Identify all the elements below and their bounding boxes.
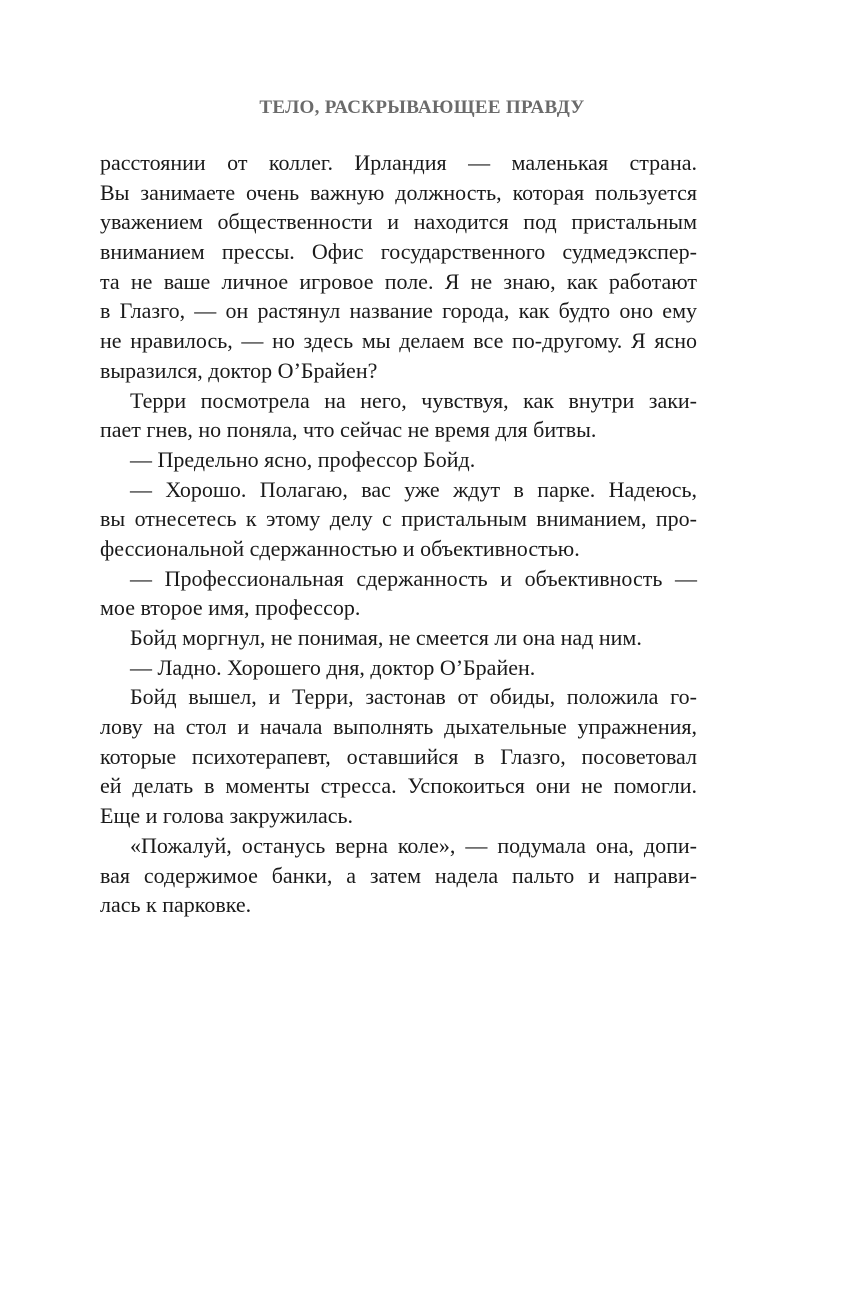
text-line: выразился, доктор О’Брайен?: [100, 357, 378, 383]
text-line: вы отнесетесь к этому делу с пристальным вниманием, про-: [100, 506, 697, 532]
page-body: [100, 148, 697, 920]
text-line: ей делать в моменты стресса. Успокоиться они не помогли.: [100, 773, 697, 799]
paragraph: [100, 386, 697, 445]
text-line: та не ваше личное игровое поле. Я не знаю, как работают: [100, 268, 697, 294]
text-line: Терри посмотрела на него, чувствуя, как внутри заки-: [130, 387, 697, 413]
text-line: «Пожалуй, останусь верна коле», — подумала она, допи-: [130, 832, 697, 858]
text-line: лову на стол и начала выполнять дыхательные упражнения,: [100, 714, 697, 740]
text-line: лась к парковке.: [100, 892, 252, 918]
text-line: фессиональной сдержанностью и объективностью.: [100, 535, 580, 561]
text-line: Бойд вышел, и Терри, застонав от обиды, положила го-: [130, 684, 697, 710]
text-line: Еще и голова закружилась.: [100, 803, 354, 829]
text-line: — Хорошо. Полагаю, вас уже ждут в парке. Надеюсь,: [130, 476, 697, 502]
text-line: пает гнев, но поняла, что сейчас не время для битвы.: [100, 417, 597, 443]
text-line: Вы занимаете очень важную должность, которая пользуется: [100, 179, 697, 205]
text-line: которые психотерапевт, оставшийся в Глазго, посоветовал: [100, 743, 697, 769]
paragraph: [100, 831, 697, 920]
paragraph: [100, 148, 697, 386]
text-line: Бойд моргнул, не понимая, не смеется ли она над ним.: [130, 625, 642, 650]
text-line: уважением общественности и находится под пристальным: [100, 209, 697, 235]
text-line: вниманием прессы. Офис государственного судмедэкспер-: [100, 239, 697, 265]
text-line: — Профессиональная сдержанность и объективность —: [130, 565, 697, 591]
text-line: вая содержимое банки, а затем надела пальто и направи-: [100, 862, 697, 888]
text-line: расстоянии от коллег. Ирландия — маленькая страна.: [100, 150, 697, 175]
paragraph: [100, 623, 697, 653]
running-header: ТЕЛО, РАСКРЫВАЮЩЕЕ ПРАВДУ: [259, 97, 585, 118]
paragraph: [100, 564, 697, 623]
paragraph: [100, 682, 697, 830]
text-line: в Глазго, — он растянул название города, как будто оно ему: [100, 298, 697, 324]
paragraph: [100, 475, 697, 564]
paragraph: [100, 445, 697, 475]
text-line: — Предельно ясно, профессор Бойд.: [130, 446, 476, 472]
paragraph: [100, 653, 697, 683]
text-line: не нравилось, — но здесь мы делаем все по-другому. Я ясно: [100, 328, 697, 354]
text-line: мое второе имя, профессор.: [100, 595, 361, 621]
text-line: — Ладно. Хорошего дня, доктор О’Брайен.: [130, 654, 536, 680]
